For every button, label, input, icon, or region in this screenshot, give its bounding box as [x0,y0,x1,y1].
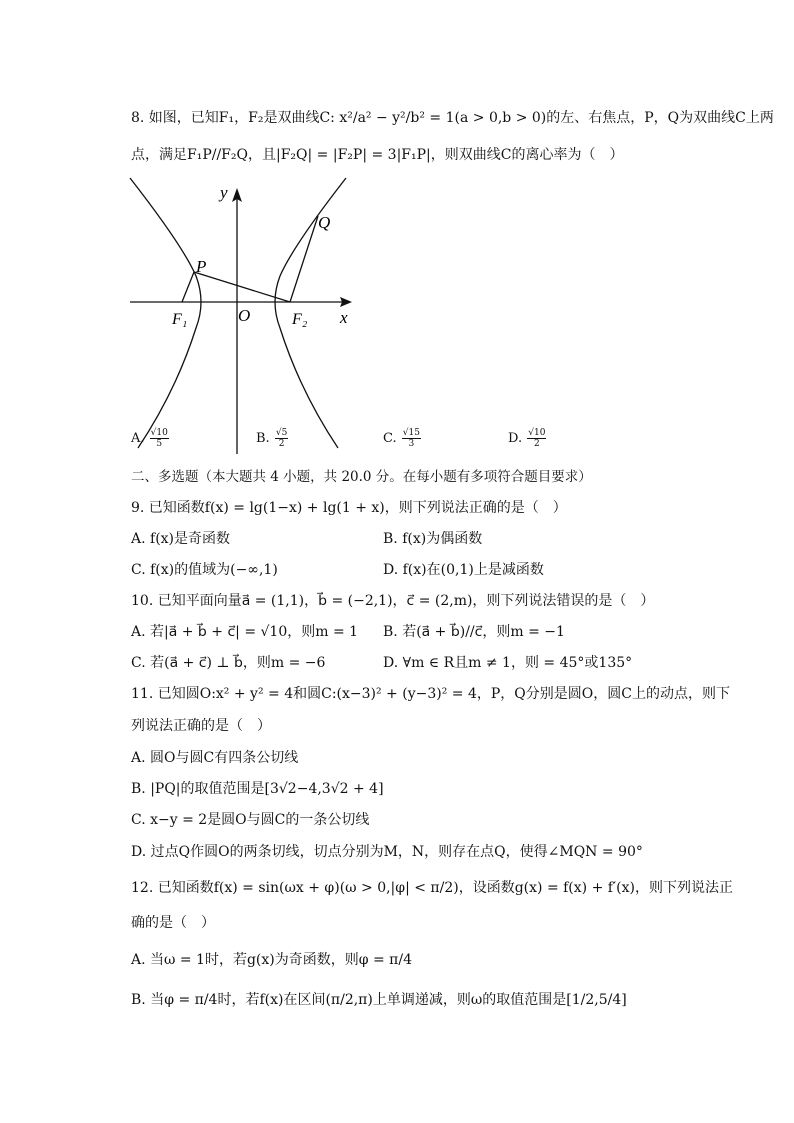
q11-option-b[interactable]: B. |PQ|的取值范围是[3√2−4,3√2 + 4] [131,781,384,797]
q9-stem: 9. 已知函数f(x) = lg(1−x) + lg(1 + x)，则下列说法正确的是（ ） [131,500,567,516]
q11-stem-line1: 11. 已知圆O:x² + y² = 4和圆C:(x−3)² + (y−3)² = 4，P，Q分别是圆O，圆C上的动点，则下 [131,686,730,702]
q12-option-b[interactable]: B. 当φ = π/4时，若f(x)在区间(π/2,π)上单调递减，则ω的取值范围是[1/2,5/4] [131,992,627,1008]
q11-option-a[interactable]: A. 圆O与圆C有四条公切线 [131,750,299,766]
q12-stem-line1: 12. 已知函数f(x) = sin(ωx + φ)(ω > 0,|φ| < π/2)，设函数g(x) = f(x) + f′(x)，则下列说法正 [131,880,733,896]
label-x: x [340,308,348,327]
q12-option-a[interactable]: A. 当ω = 1时，若g(x)为奇函数，则φ = π/4 [131,952,413,968]
q10-option-b[interactable]: B. 若(a⃗ + b⃗)//c⃗，则m = −1 [383,624,565,640]
q8-option-a[interactable]: A. √ $\frac{10}{5}$ [131,428,170,449]
q10-stem: 10. 已知平面向量a⃗ = (1,1)，b⃗ = (−2,1)，c⃗ = (2,m)，则下列说法错误的是（ ） [131,593,655,609]
q8-stem-line1: 8. 如图，已知F₁，F₂是双曲线C: x²/a² − y²/b² = 1(a > 0,b > 0)的左、右焦点，P，Q为双曲线C上两 [131,110,774,126]
q9-option-c[interactable]: C. f(x)的值域为(−∞,1) [131,562,278,578]
q11-option-c[interactable]: C. x−y = 2是圆O与圆C的一条公切线 [131,812,370,828]
q8-stem-line2: 点，满足F₁P//F₂Q，且|F₂Q| = |F₂P| = 3|F₁P|，则双曲线C的离心率为（ ） [131,147,624,163]
q8-option-d[interactable]: D. √ $\frac{10}{2}$ [508,428,547,449]
section-heading: 二、多选题（本大题共 4 小题，共 20.0 分。在每小题有多项符合题目要求） [131,469,592,485]
label-F1: F₁ [172,311,188,328]
q11-stem-line2: 列说法正确的是（ ） [131,718,271,734]
label-P: P [196,257,207,276]
q10-option-d[interactable]: D. ∀m ∈ R且m ≠ 1，则 = 45°或135° [383,655,633,671]
hyperbola-figure [128,176,358,456]
q9-option-a[interactable]: A. f(x)是奇函数 [131,531,231,547]
q12-stem-line2: 确的是（ ） [131,915,215,931]
q10-option-c[interactable]: C. 若(a⃗ + c⃗) ⊥ b⃗，则m = −6 [131,655,326,671]
q10-option-a[interactable]: A. 若|a⃗ + b⃗ + c⃗| = √10，则m = 1 [131,624,359,640]
q8-option-c[interactable]: C. √ $\frac{15}{3}$ [383,428,422,449]
label-y: y [220,183,228,202]
q9-option-b[interactable]: B. f(x)为偶函数 [383,531,483,547]
q9-option-d[interactable]: D. f(x)在(0,1)上是减函数 [383,562,544,578]
q11-option-d[interactable]: D. 过点Q作圆O的两条切线，切点分别为M，N，则存在点Q，使得∠MQN = 90° [131,844,643,860]
label-Q: Q [318,213,331,232]
q8-option-b[interactable]: B. √ $\frac{5}{2}$ [256,428,289,449]
label-F2: F₂ [292,311,308,328]
label-O: O [238,306,251,325]
